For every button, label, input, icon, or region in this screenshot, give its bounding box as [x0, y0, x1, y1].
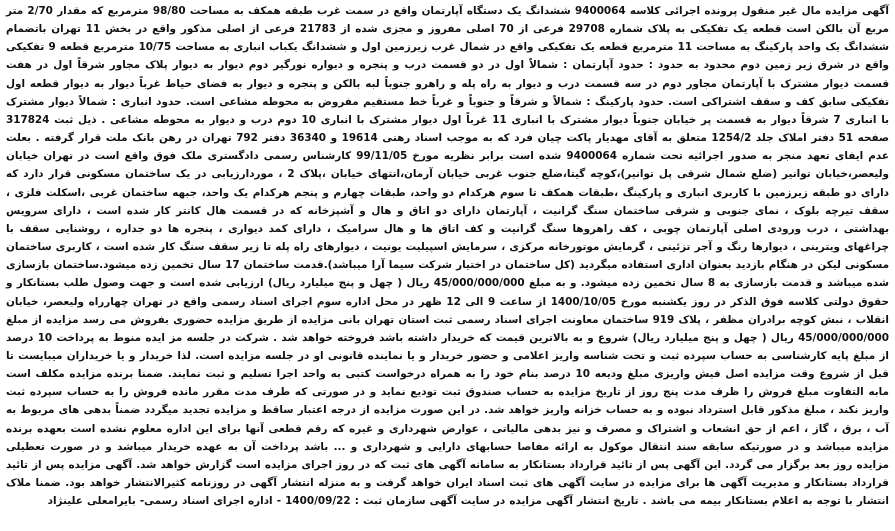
- auction-notice-text: آگهی مزایده مال غیر منقول پرونده اجرائی کلاسه 9400064 ششدانگ یک دستگاه آپارتمان واقع در سمت غرب طبقه همکف به مساحت 98/80 مترمربع که مقدار 2/70 متر مربع آن بالکن است قطعه یک تفکیکی به پلاک شماره 29708 فرعی از 70 اصلی مفروز و مجزی شده از 21783 فرعی از اصلی مذکور واقع در بخش 11 تهران باتضمام ششدانگ یک واحد پارکینگ به مساحت 11 مترمربع قطعه یک تفکیکی واقع در شمال غرب زیرزمین اول و ششدانگ یکباب انباری به مساحت 10/75 مترمربع قطعه 9 تفکیکی واقع در شرق زیر زمین دوم محدود به حدود : حدود آپارتمان : شمالاً اول در دو قسمت درب و پنجره و دیواره نورگیر دوم دیوار به دیوار پلاک مجاور شرقاً اول در هفت قسمت دیوار مشترک با آپارتمان مجاور دوم در سه قسمت درب و دیوار به راه پله و راهرو جنوباً لبه بالکن و پنجره و دیوار به فضای حیاط غرباً دیوار به دیوار قطعه اول تفکیکی سابق کف و سقف اشتراکی است. حدود پارکینگ : شمالاً و شرقاً و جنوباً و غرباً خط مستقیم مفروض به محوطه مشاعی است. حدود انباری : شمالاً دیوار مشترک با انباری 7 شرقاً دیوار به قسمت پر خیابان جنوباً دیوار مشترک با انباری 11 غرباً اول دیوار مشترک با انباری 10 دوم درب و دیوار به محوطه مشاعی . ذیل ثبت 317824 صفحه 51 دفتر املاک جلد 1254/2 متعلق به آقای مهدیار پاکت چیان فرد که به موجب اسناد رهنی 19614 و 36340 دفتر 792 تهران در رهن بانک ملت قرار گرفته . بعلت عدم ایفای تعهد منجر به صدور اجرائیه تحت شماره 9400064 شده است برابر نظریه مورخ 99/11/05 کارشناس رسمی دادگستری ملک فوق واقع است در تهران خیابان ولیعصر،خیابان توانیر (ضلع شمال شرقی پل توانیر)،کوچه گیتا،ضلع جنوب غربی خیابان آرمان،انتهای خیابان ،پلاک 2 ، موردارزیابی در یک ساختمان مسکونی قرار دارد که دارای دو طبقه زیرزمین با کاربری انباری و پارکینگ ،طبقات همکف تا سوم هرکدام دو واحد، طبقات چهارم و پنجم هرکدام یک واحد، جبهه ساختمان غربی ،اسکلت فلزی ، سقف تیرچه بلوک ، نمای جنوبی و شرقی ساختمان سنگ گرانیت ، آپارتمان دارای دو اتاق و هال و آشپزخانه که در قسمت هال کانتر کار شده است ، دارای سرویس بهداشتی ، درب ورودی اصلی آپارتمان چوبی ، کف راهروها سنگ گرانیت و کف اتاق ها و هال سرامیک ، دارای کمد دیواری ، پنجره ها دو جداره ، روشنایی سقف با چراغهای ویترینی ، دیوارها رنگ و آجر تزئینی ، گرمایش موتورخانه مرکزی ، سرمایش اسپیلیت یونیت ، دیوارهای راه پله تا زیر سقف سنگ کار شده است ، کاربری ساختمان مسکونی لیکن در هنگام بازدید بعنوان اداری استفاده میگردید (کل ساختمان در اختیار شرکت سیما آرا میباشد).قدمت ساختمان 17 سال تخمین زده میشود.ساختمان بازسازی شده میباشد و قدمت بازسازی به 8 سال تخمین زده میشود. و به مبلغ 45/000/000/000 ریال ( چهل و پنج میلیارد ریال) ارزیابی شده است و جهت وصول طلب بستانکار و حقوق دولتی کلاسه فوق الذکر در روز یکشنبه مورخ 1400/10/05 از ساعت 9 الی 12 ظهر در محل اداره سوم اجرای اسناد رسمی واقع در تهران چهارراه ولیعصر، خیابان انقلاب ، نبش کوچه برادران مظفر ، پلاک 919 ساختمان معاونت اجرای اسناد رسمی ثبت استان تهران بانی مزایده از طریق مزایده حضوری بفروش می رسد مزایده از مبلغ 45/000/000/000 ریال ( چهل و پنج میلیارد ریال) شروع و به بالاترین قیمت که خریدار داشته باشد فروخته خواهد شد . شرکت در جلسه مز ایده منوط به پرداخت 10 درصد از مبلغ پایه کارشناسی به حساب سپرده ثبت و تحت شناسه واریز اعلامی و حضور خریدار و یا نماینده قانونی او در جلسه مزایده است. لذا خریدار و یا خریداران میبایست تا قبل از شروع وقت مزایده اصل فیش واریزی مبلغ ودیعه 10 درصد بنام خود را به همراه درخواست کتبی به واحد اجرا تسلیم و ثبت نمایند. ضمنا برنده مزایده مکلف است مابه التفاوت مبلغ فروش را ظرف مدت پنج روز از تاریخ مزایده به حساب صندوق ثبت تودیع نماید و در صورتی که طرف مدت مقرر مانده فروش را به حساب سپرده ثبت واریز نکند ، مبلغ مذکور قابل استرداد نبوده و به حساب خزانه واریز خواهد شد. در این صورت مزایده از درجه اعتبار ساقط و مزایده تجدید میگردد ضمناً بدهی های مربوط به آب ، برق ، گاز ، اعم از حق انشعاب و اشتراک و مصرف و نیز بدهی مالیاتی ، عوارض شهرداری و غیره که رقم قطعی آنها برای این اداره معلوم نشده است بعهده برنده مزایده میباشد و در صورتیکه سابقه سند انتقال موکول به ارائه مفاصا حسابهای دارایی و شهرداری و ... باشد پرداخت آن به عهده خریدار میباشد و در صورت تعطیلی مزایده روز بعد برگزار می گردد. این آگهی پس از تائید قرارداد بستانکار به سامانه آگهی های ثبت که در روز اجرای مزایده است گزارش خواهد شد. آگهی مزایده پس از تائید قرارداد بستانکار و مدیریت آگهی ها برای مزایده در سایت آگهی های ثبت اسناد ایران خواهد گرفت و به منزله انتشار آگهی در روزنامه کثیرالانتشار خواهد بود. ضمنا ملاک انتشار با توجه به اعلام بستانکار بیمه می باشد . تاریخ انتشار آگهی مزایده در سایت آگهی سازمان ثبت : 1400/09/22 - اداره اجرای اسناد رسمی- بایرامعلی علینژاد: [6, 5, 890, 508]
